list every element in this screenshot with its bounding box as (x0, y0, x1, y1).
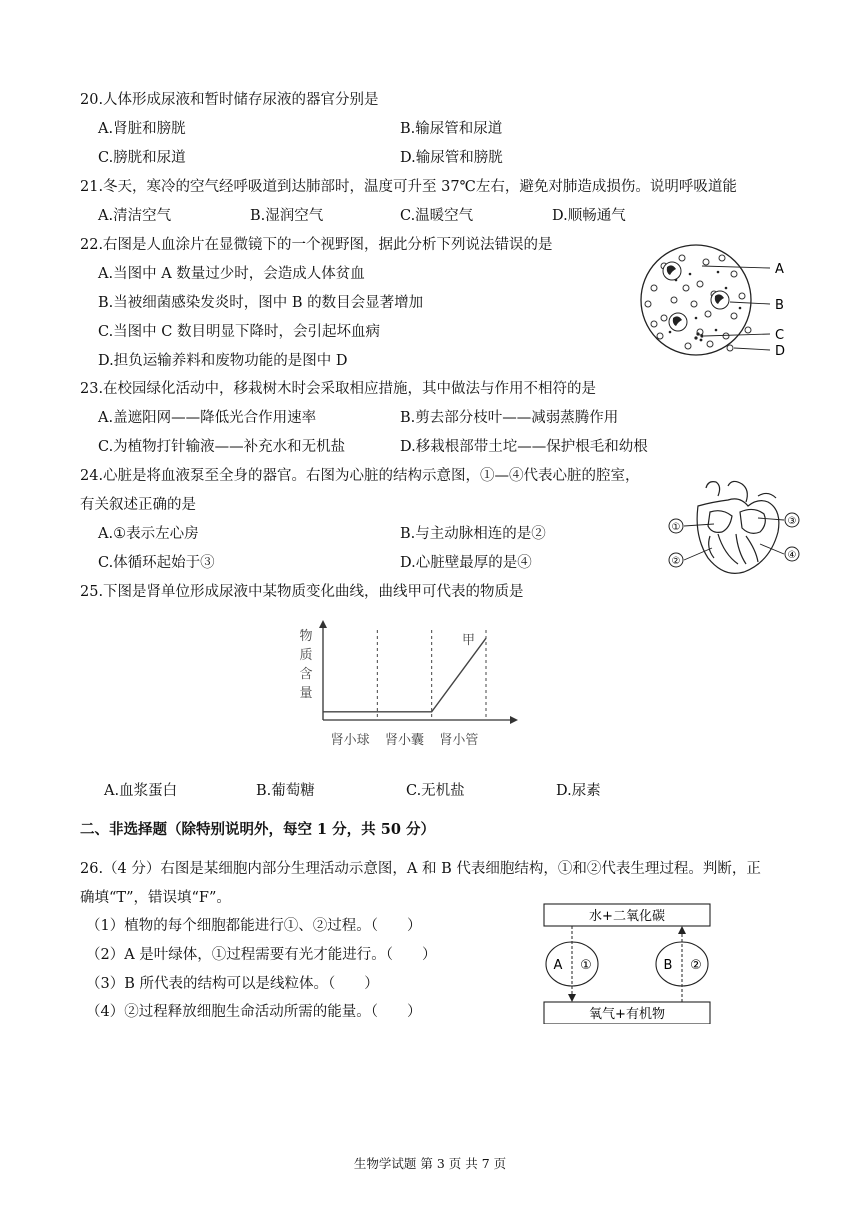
blood-label-c: C (775, 328, 785, 343)
q25-option-d: D.尿素 (556, 783, 601, 799)
x-tick-label: 肾小囊 (384, 733, 425, 748)
q24-option-c: C.体循环起始于③ (98, 555, 215, 571)
q26-stem-line1: 26.（4 分）右图是某细胞内部分生理活动示意图，A 和 B 代表细胞结构，①和②代表生理过程。判断，正 (80, 861, 761, 877)
q24-option-b: B.与主动脉相连的是② (400, 526, 546, 542)
blood-smear-figure (630, 244, 800, 362)
q26-statement-3: （3）B 所代表的结构可以是线粒体。（ ） (86, 976, 379, 992)
label-b: B (663, 958, 673, 973)
label-proc-2: ② (690, 958, 702, 973)
q26-stem-line2: 确填“T”，错误填“F”。 (80, 890, 231, 906)
label-a: A (553, 958, 563, 973)
q23-option-d: D.移栽根部带土坨——保护根毛和幼根 (400, 439, 648, 455)
q25-option-b: B.葡萄糖 (256, 783, 315, 799)
q24-option-d: D.心脏壁最厚的是④ (400, 555, 532, 571)
q20-option-d: D.输尿管和膀胱 (400, 150, 503, 166)
series-jia-line (323, 638, 486, 712)
q25-stem: 25.下图是肾单位形成尿液中某物质变化曲线，曲线甲可代表的物质是 (80, 584, 524, 600)
heart-label-1: ① (671, 522, 681, 533)
q20-option-c: C.膀胱和尿道 (98, 150, 186, 166)
q21-option-d: D.顺畅通气 (552, 208, 626, 224)
x-tick-label: 肾小球 (330, 733, 370, 748)
q24-stem-line1: 24.心脏是将血液泵至全身的器官。右图为心脏的结构示意图，①—④代表心脏的腔室， (80, 468, 640, 484)
q20-option-b: B.输尿管和尿道 (400, 121, 503, 137)
bottom-box-label: 氧气+有机物 (589, 1007, 665, 1022)
blood-label-a: A (775, 262, 784, 277)
q23-option-c: C.为植物打针输液——补充水和无机盐 (98, 439, 346, 455)
page-footer: 生物学试题 第 3 页 共 7 页 (353, 1156, 507, 1171)
heart-figure (662, 478, 812, 578)
q24-option-a: A.①表示左心房 (98, 526, 199, 542)
y-axis-label-char: 含 (299, 667, 313, 682)
heart-label-4: ④ (787, 550, 797, 561)
y-axis-label-char: 物 (299, 629, 313, 644)
q22-option-b: B.当被细菌感染发炎时，图中 B 的数目会显著增加 (98, 295, 424, 311)
y-axis-label-char: 质 (299, 648, 313, 663)
q23-option-a: A.盖遮阳网——降低光合作用速率 (98, 410, 317, 426)
cell-process-diagram (542, 902, 714, 1024)
q22-option-a: A.当图中 A 数量过少时，会造成人体贫血 (98, 266, 365, 282)
y-axis-label-char: 量 (299, 686, 313, 701)
q26-statement-4: （4）②过程释放细胞生命活动所需的能量。（ ） (86, 1004, 422, 1020)
arrow-up-icon (678, 926, 686, 934)
q21-stem: 21.冬天，寒冷的空气经呼吸道到达肺部时，温度可升至 37℃左右，避免对肺造成损伤。说明呼吸道能 (80, 179, 737, 195)
q24-stem-line2: 有关叙述正确的是 (80, 497, 196, 513)
q20-option-a: A.肾脏和膀胱 (98, 121, 186, 137)
label-proc-1: ① (580, 958, 592, 973)
kidney-chart (290, 616, 530, 756)
q26-statement-1: （1）植物的每个细胞都能进行①、②过程。（ ） (86, 918, 422, 934)
q26-statement-2: （2）A 是叶绿体，①过程需要有光才能进行。（ ） (86, 947, 437, 963)
q21-option-b: B.湿润空气 (250, 208, 324, 224)
blood-label-b: B (775, 298, 784, 313)
x-tick-label: 肾小管 (439, 733, 479, 748)
y-axis-arrow (319, 620, 327, 628)
section2-title: 二、非选择题（除特别说明外，每空 1 分，共 50 分） (80, 821, 435, 838)
x-axis-arrow (510, 716, 518, 724)
arrow-down-icon (568, 994, 576, 1002)
q25-option-c: C.无机盐 (406, 783, 465, 799)
q21-option-c: C.温暖空气 (400, 208, 474, 224)
top-box-label: 水+二氧化碳 (589, 909, 665, 924)
q25-option-a: A.血浆蛋白 (104, 783, 178, 799)
q20-stem: 20.人体形成尿液和暂时储存尿液的器官分别是 (80, 92, 379, 108)
heart-label-2: ② (671, 556, 681, 567)
q22-option-c: C.当图中 C 数目明显下降时，会引起坏血病 (98, 324, 380, 340)
heart-label-3: ③ (787, 516, 797, 527)
q23-option-b: B.剪去部分枝叶——减弱蒸腾作用 (400, 410, 619, 426)
q21-option-a: A.清洁空气 (98, 208, 172, 224)
q22-option-d: D.担负运输养料和废物功能的是图中 D (98, 353, 348, 369)
q22-stem: 22.右图是人血涂片在显微镜下的一个视野图，据此分析下列说法错误的是 (80, 237, 553, 253)
blood-label-d: D (775, 344, 786, 359)
series-jia-label: 甲 (462, 633, 476, 649)
q23-stem: 23.在校园绿化活动中，移栽树木时会采取相应措施，其中做法与作用不相符的是 (80, 381, 597, 397)
